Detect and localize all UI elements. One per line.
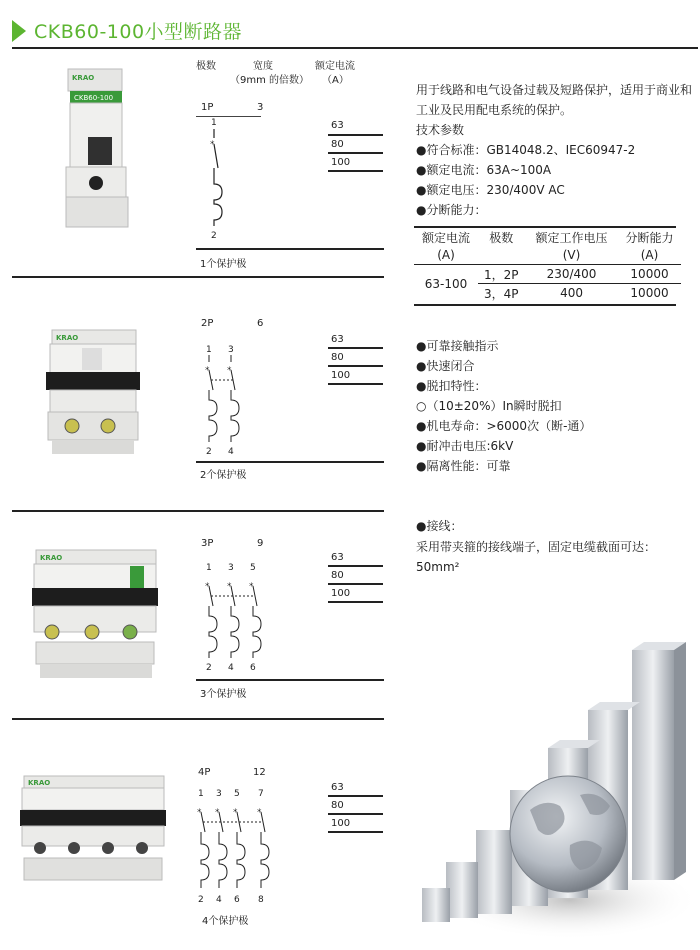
feature-isolation: ●隔离性能：可靠 <box>416 459 511 473</box>
current-line <box>328 170 383 172</box>
column-header-poles: 极数 <box>196 61 216 72</box>
feature-life: ●机电寿命：>6000次（断-通） <box>416 419 592 433</box>
section-line <box>196 248 384 250</box>
title-chevron-icon <box>12 20 26 42</box>
svg-text:1: 1 <box>206 345 212 355</box>
section-divider <box>12 510 384 512</box>
current-line <box>328 152 383 154</box>
protect-label-2p: 2个保护极 <box>200 470 247 481</box>
pole-label-2p: 2P <box>201 318 214 329</box>
svg-text:⁎: ⁎ <box>227 363 232 373</box>
feature-trip: ●脱扣特性： <box>416 379 487 393</box>
current-line <box>328 383 383 385</box>
breaker-1p-brand: KRAO <box>72 74 95 82</box>
current-line <box>328 813 383 815</box>
table-unit-poles <box>478 246 525 265</box>
spec-breaking: ●分断能力： <box>416 203 487 217</box>
table-header-current: 额定电流 <box>421 230 470 245</box>
current-line <box>328 583 383 585</box>
svg-text:⁎: ⁎ <box>257 805 262 815</box>
wiring-title: ●接线： <box>416 519 463 533</box>
svg-text:3: 3 <box>216 789 222 799</box>
feature-trip-value: ○（10±20%）In瞬时脱扣 <box>416 399 562 413</box>
current-2p-80: 80 <box>331 352 344 363</box>
table-unit-current: (A) <box>437 248 455 262</box>
wiring-value: 50mm² <box>416 560 460 574</box>
current-4p-100: 100 <box>331 818 351 829</box>
svg-text:2: 2 <box>206 663 212 673</box>
svg-text:3: 3 <box>228 563 234 573</box>
breaker-image-3p <box>30 548 160 680</box>
feature-closing: ●快速闭合 <box>416 359 475 373</box>
table-row-voltage: 230/400 <box>546 267 597 281</box>
breaker-3p-brand: KRAO <box>40 554 63 562</box>
svg-text:⁎: ⁎ <box>233 805 238 815</box>
column-header-width: 宽度 <box>253 61 273 72</box>
svg-text:⁎: ⁎ <box>197 805 202 815</box>
svg-text:1: 1 <box>198 789 204 799</box>
current-3p-63: 63 <box>331 552 344 563</box>
svg-text:⁎: ⁎ <box>249 579 254 589</box>
section-line <box>196 461 384 463</box>
current-4p-63: 63 <box>331 782 344 793</box>
current-2p-63: 63 <box>331 334 344 345</box>
table-row-poles: 3，4P <box>484 286 519 301</box>
section-line <box>196 679 384 681</box>
table-row-voltage: 400 <box>560 286 583 300</box>
table-bottom-line <box>414 304 676 306</box>
svg-text:⁎: ⁎ <box>205 363 210 373</box>
section-divider <box>12 718 384 720</box>
svg-text:5: 5 <box>250 563 256 573</box>
intro-text: 用于线路和电气设备过载及短路保护，适用于商业和工业及民用配电系统的保护。 <box>416 83 693 117</box>
table-current-value: 63-100 <box>424 276 468 291</box>
svg-text:4: 4 <box>228 447 234 457</box>
spec-standard: ●符合标准：GB14048.2、IEC60947-2 <box>416 143 636 157</box>
terminal-bottom-2: 2 <box>211 231 217 241</box>
pole-label-1p: 1P <box>201 102 214 113</box>
current-line <box>328 601 383 603</box>
tech-title: 技术参数 <box>416 123 465 137</box>
svg-text:⁎: ⁎ <box>227 579 232 589</box>
current-1p-63: 63 <box>331 120 344 131</box>
svg-text:4: 4 <box>216 895 222 905</box>
table-row-poles: 1，2P <box>484 267 519 282</box>
current-2p-100: 100 <box>331 370 351 381</box>
protect-label-3p: 3个保护极 <box>200 689 247 700</box>
breaker-image-2p <box>42 328 142 458</box>
feature-impulse: ●耐冲击电压:6kV <box>416 439 514 453</box>
current-line <box>328 365 383 367</box>
table-row-breaking: 10000 <box>630 286 669 300</box>
terminal-top-1: 1 <box>211 118 217 128</box>
svg-text:4: 4 <box>228 663 234 673</box>
svg-text:6: 6 <box>234 895 240 905</box>
width-value-3p: 9 <box>257 538 264 549</box>
wiring-text: 采用带夹箍的接线端子，固定电缆截面可达： <box>416 540 657 554</box>
pole-label-3p: 3P <box>201 538 214 549</box>
protect-label-1p: 1个保护极 <box>200 259 247 270</box>
svg-text:7: 7 <box>258 789 264 799</box>
breaker-image-4p <box>18 774 168 884</box>
spec-current: ●额定电流：63A~100A <box>416 163 552 177</box>
svg-text:5: 5 <box>234 789 240 799</box>
svg-text:6: 6 <box>250 663 256 673</box>
svg-text:2: 2 <box>206 447 212 457</box>
width-value-4p: 12 <box>253 767 266 778</box>
pole-label-4p: 4P <box>198 767 211 778</box>
svg-text:⁎: ⁎ <box>215 805 220 815</box>
current-3p-100: 100 <box>331 588 351 599</box>
circuit-diagram-4p <box>190 782 290 914</box>
table-unit-breaking: (A) <box>640 248 659 262</box>
table-header-poles: 极数 <box>489 230 514 245</box>
column-header-width-sub: （9mm 的倍数） <box>230 75 310 86</box>
current-3p-80: 80 <box>331 570 344 581</box>
svg-text:8: 8 <box>258 895 264 905</box>
breaker-4p-brand: KRAO <box>28 779 51 787</box>
spec-voltage: ●额定电压：230/400V AC <box>416 183 565 197</box>
breaker-image-1p <box>62 65 134 235</box>
column-header-current-unit: （A） <box>322 75 349 86</box>
table-row-breaking: 10000 <box>630 267 669 281</box>
current-1p-100: 100 <box>331 157 351 168</box>
current-4p-80: 80 <box>331 800 344 811</box>
spec-table <box>414 228 681 302</box>
circuit-diagram-3p <box>198 556 278 680</box>
svg-text:2: 2 <box>198 895 204 905</box>
svg-text:⁎: ⁎ <box>205 579 210 589</box>
current-line <box>328 795 383 797</box>
breaker-2p-brand: KRAO <box>56 334 79 342</box>
section-divider <box>12 276 384 278</box>
breaker-1p-model: CKB60-100 <box>74 94 114 102</box>
svg-text:3: 3 <box>228 345 234 355</box>
width-value-2p: 6 <box>257 318 264 329</box>
current-line <box>328 347 383 349</box>
circuit-diagram-1p <box>198 114 248 246</box>
circuit-diagram-2p <box>198 338 258 466</box>
table-header-voltage: 额定工作电压 <box>535 230 608 245</box>
table-header-breaking: 分断能力 <box>625 230 674 245</box>
decorative-bar-globe-image <box>420 630 698 946</box>
current-line <box>328 565 383 567</box>
current-line <box>328 831 383 833</box>
title-divider <box>12 47 698 49</box>
feature-contact: ●可靠接触指示 <box>416 339 499 353</box>
current-line <box>328 134 383 136</box>
svg-text:1: 1 <box>206 563 212 573</box>
table-unit-voltage: (V) <box>562 248 581 262</box>
protect-label-4p: 4个保护极 <box>202 916 249 927</box>
svg-text:⁎: ⁎ <box>210 137 215 147</box>
page-title: CKB60-100小型断路器 <box>34 21 243 43</box>
width-value-1p: 3 <box>257 102 264 113</box>
column-header-current: 额定电流 <box>315 61 355 72</box>
current-1p-80: 80 <box>331 139 344 150</box>
